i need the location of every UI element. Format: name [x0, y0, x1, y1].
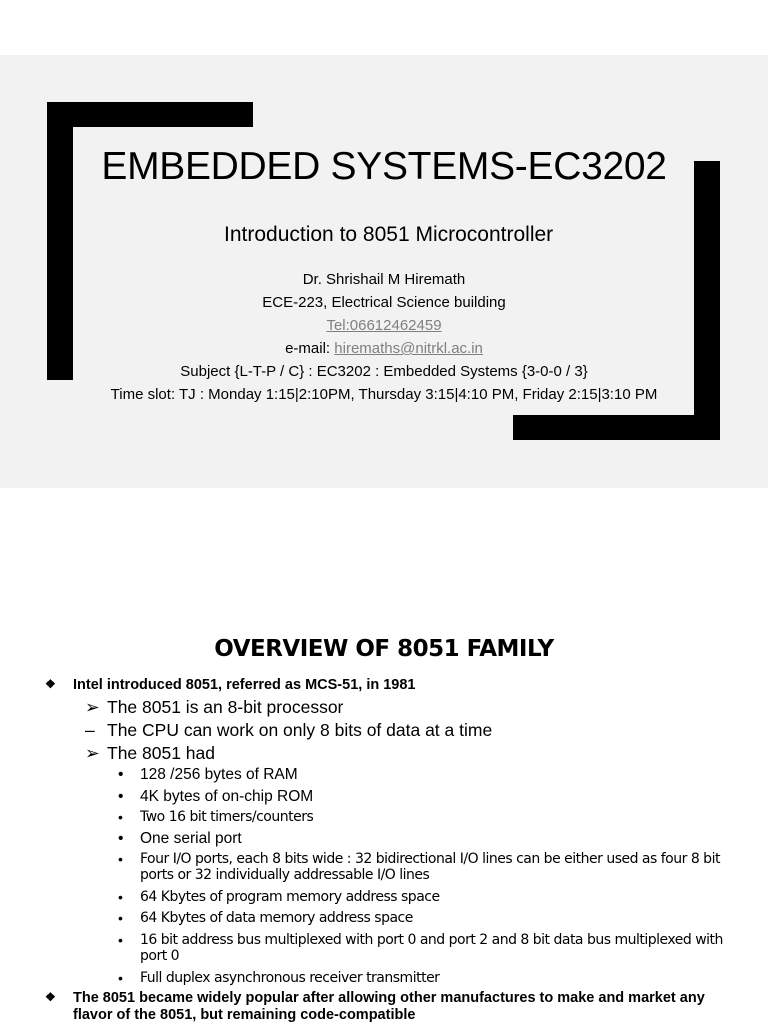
feature-text: One serial port — [140, 830, 242, 847]
phone-row — [0, 314, 768, 337]
frame-bottom-right-horizontal — [513, 415, 720, 440]
arrow-bullet-icon: ➢ — [85, 697, 100, 717]
feature-text: 4K bytes of on-chip ROM — [140, 788, 314, 805]
phone-link[interactable]: Tel:06612462459 — [326, 317, 442, 334]
dot-bullet-icon: • — [118, 889, 123, 905]
title-slide — [0, 55, 768, 488]
sub-bullet-text: The CPU can work on only 8 bits of data at a time — [107, 720, 493, 740]
email-row — [0, 337, 768, 360]
dot-bullet-icon: • — [118, 910, 123, 926]
office-address: ECE-223, Electrical Science building — [262, 294, 506, 311]
sub-bullet-text: The 8051 had — [107, 743, 216, 763]
frame-top-left-horizontal — [47, 102, 253, 127]
email-link[interactable]: hiremaths@nitrkl.ac.in — [334, 340, 483, 357]
feature-text: 64 Kbytes of data memory address space — [140, 910, 413, 926]
slide-subtitle: Introduction to 8051 Microcontroller — [224, 223, 554, 246]
dash-bullet-icon: – — [85, 720, 95, 740]
dot-bullet-icon: • — [118, 766, 124, 783]
dot-bullet-icon: • — [118, 970, 123, 986]
feature-text: 16 bit address bus multiplexed with port 0 and port 2 and 8 bit data bus multiplexed with port 0 — [140, 932, 723, 964]
feature-text: Four I/O ports, each 8 bits wide : 32 bidirectional I/O lines can be either used as four 8 bit ports or 32 individually addressable I/O lines — [140, 851, 720, 883]
overview-title: OVERVIEW OF 8051 FAMILY — [214, 636, 554, 662]
feature-text: 128 /256 bytes of RAM — [140, 766, 298, 783]
diamond-bullet-icon: ❖ — [45, 990, 56, 1004]
dot-bullet-icon: • — [118, 809, 123, 825]
email-label: e-mail: — [285, 340, 335, 357]
sub-bullet-text: The 8051 is an 8-bit processor — [107, 697, 344, 717]
bullet-text: The 8051 became widely popular after allowing other manufactures to make and market any flavor of the 8051, but remaining code-compatible — [73, 990, 705, 1023]
dot-bullet-icon: • — [118, 788, 124, 805]
feature-text: Full duplex asynchronous receiver transmitter — [140, 970, 440, 986]
diamond-bullet-icon: ❖ — [45, 677, 56, 691]
dot-bullet-icon: • — [118, 851, 123, 867]
time-slot-line: Time slot: TJ : Monday 1:15|2:10PM, Thursday 3:15|4:10 PM, Friday 2:15|3:10 PM — [110, 386, 658, 403]
subject-line: Subject {L-T-P / C} : EC3202 : Embedded Systems {3-0-0 / 3} — [180, 363, 588, 380]
feature-text: Two 16 bit timers/counters — [140, 809, 314, 825]
arrow-bullet-icon: ➢ — [85, 743, 100, 763]
slide-title: EMBEDDED SYSTEMS-EC3202 — [101, 145, 667, 188]
dot-bullet-icon: • — [118, 830, 124, 847]
feature-text: 64 Kbytes of program memory address space — [140, 889, 440, 905]
author-name: Dr. Shrishail M Hiremath — [302, 271, 466, 288]
bullet-text: Intel introduced 8051, referred as MCS-51, in 1981 — [73, 677, 416, 693]
dot-bullet-icon: • — [118, 932, 123, 948]
